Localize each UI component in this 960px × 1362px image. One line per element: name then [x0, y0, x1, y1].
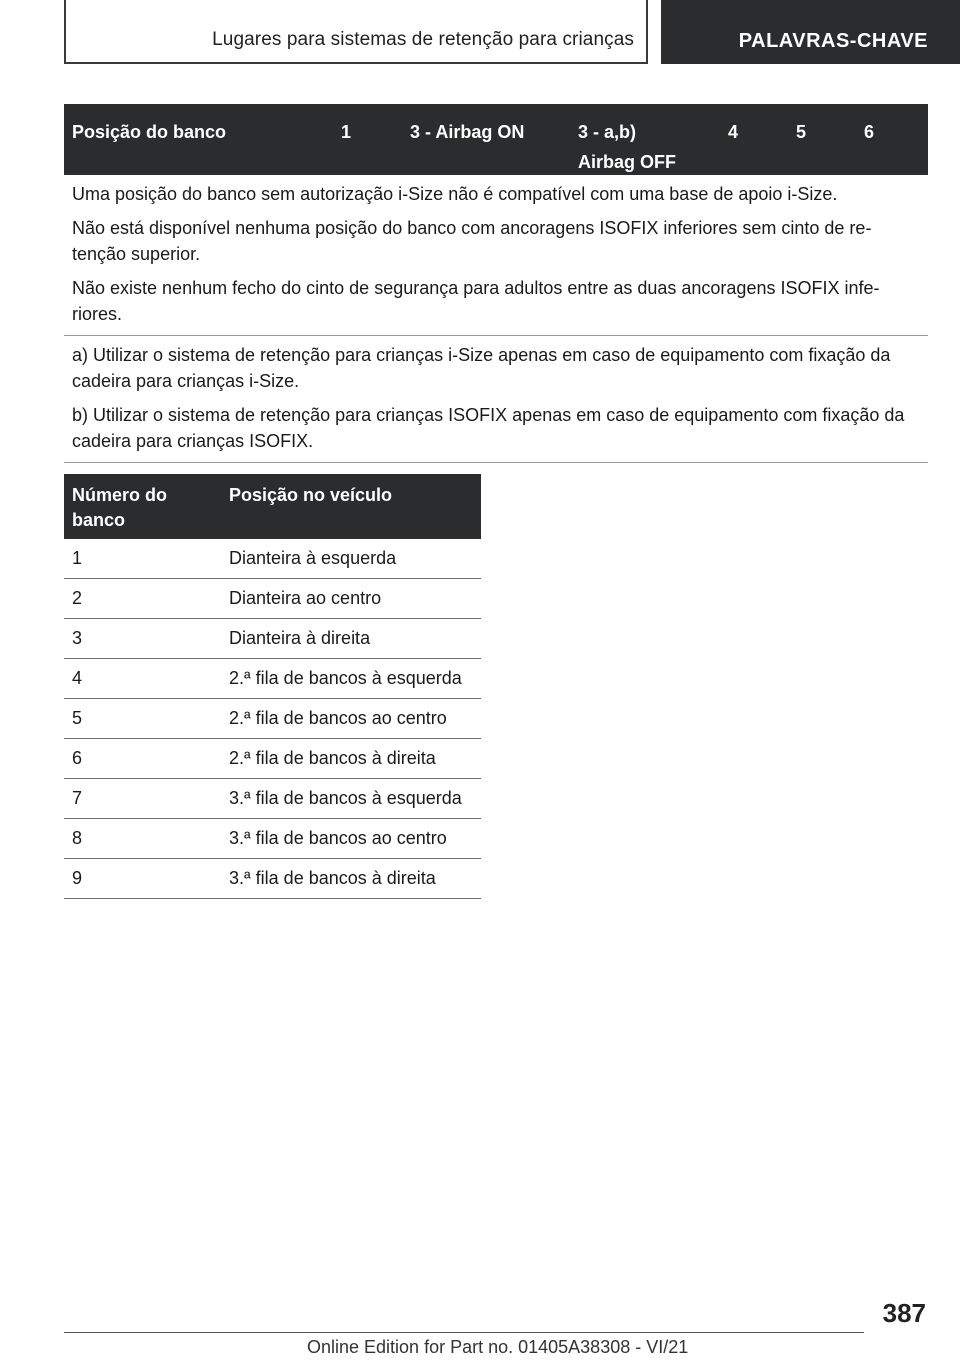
vehicle-position-cell: Dianteira à esquerda [229, 548, 397, 568]
note-text: Não existe nenhum fecho do cinto de segurança para adultos entre as duas ancoragens ISOFIX infe-riores. [72, 278, 880, 324]
table-row [64, 579, 481, 619]
seat-number-cell: 8 [72, 828, 83, 848]
table-row [64, 819, 481, 859]
header-section-box [64, 0, 648, 64]
header-col-5: 5 [796, 122, 807, 142]
footer-divider [64, 1332, 864, 1333]
note-text: Não está disponível nenhuma posição do banco com ancoragens ISOFIX inferiores sem cinto de re-tenção superior. [72, 218, 872, 264]
vehicle-position-cell: 2.ª fila de bancos ao centro [229, 708, 447, 728]
vehicle-position-cell: 3.ª fila de bancos à esquerda [229, 788, 462, 808]
seat-table-notes [64, 175, 928, 336]
header-seat-number: Número do banco [72, 485, 168, 530]
seat-number-table [64, 474, 481, 899]
header-col-3-ab-line1: 3 - a,b) [578, 122, 637, 142]
seat-table-header [64, 104, 928, 175]
seat-number-table-header [64, 474, 481, 539]
vehicle-position-cell: Dianteira à direita [229, 628, 371, 648]
vehicle-position-cell: 3.ª fila de bancos ao centro [229, 828, 447, 848]
header-col-3-airbag-on: 3 - Airbag ON [410, 122, 525, 142]
header-col-3-ab [578, 117, 676, 177]
edition-text: Online Edition for Part no. 01405A38308 - VI/21 [307, 1337, 689, 1357]
table-row [64, 539, 481, 579]
header-col-1: 1 [341, 122, 352, 142]
header-col-4: 4 [728, 122, 739, 142]
vehicle-position-cell: 2.ª fila de bancos à esquerda [229, 668, 462, 688]
table-row [64, 659, 481, 699]
table-row [64, 779, 481, 819]
seat-number-cell: 1 [72, 548, 83, 568]
footnote-text: b) Utilizar o sistema de retenção para crianças ISOFIX apenas em caso de equipamento com fixação da cadeira para crianças ISOFIX. [72, 405, 905, 451]
table-row [64, 699, 481, 739]
footnote-text: a) Utilizar o sistema de retenção para crianças i-Size apenas em caso de equipamento com fixação da cadeira para crianças i-Size. [72, 345, 891, 391]
table-row [64, 619, 481, 659]
table-row [64, 739, 481, 779]
vehicle-position-cell: 3.ª fila de bancos à direita [229, 868, 436, 888]
page-number: 387 [882, 1298, 926, 1328]
seat-number-cell: 4 [72, 668, 83, 688]
keywords-tab-label: PALAVRAS-CHAVE [738, 30, 928, 52]
vehicle-position-cell: 2.ª fila de bancos à direita [229, 748, 436, 768]
header-col-3-ab-line2: Airbag OFF [578, 152, 676, 172]
header-vehicle-position: Posição no veículo [229, 485, 393, 505]
note-text: Uma posição do banco sem autorização i-Size não é compatível com uma base de apoio i-Size. [72, 184, 838, 204]
header-seat-position: Posição do banco [72, 122, 227, 142]
header-col-6: 6 [864, 122, 875, 142]
seat-position-table [64, 104, 928, 463]
seat-number-cell: 2 [72, 588, 83, 608]
seat-table-footnotes [64, 336, 928, 463]
keywords-tab[interactable] [661, 0, 960, 64]
table-row [64, 859, 481, 899]
section-title: Lugares para sistemas de retenção para crianças [212, 29, 634, 50]
seat-number-cell: 5 [72, 708, 83, 728]
seat-number-cell: 3 [72, 628, 83, 648]
vehicle-position-cell: Dianteira ao centro [229, 588, 382, 608]
seat-number-cell: 6 [72, 748, 83, 768]
seat-number-cell: 7 [72, 788, 83, 808]
seat-number-cell: 9 [72, 868, 83, 888]
